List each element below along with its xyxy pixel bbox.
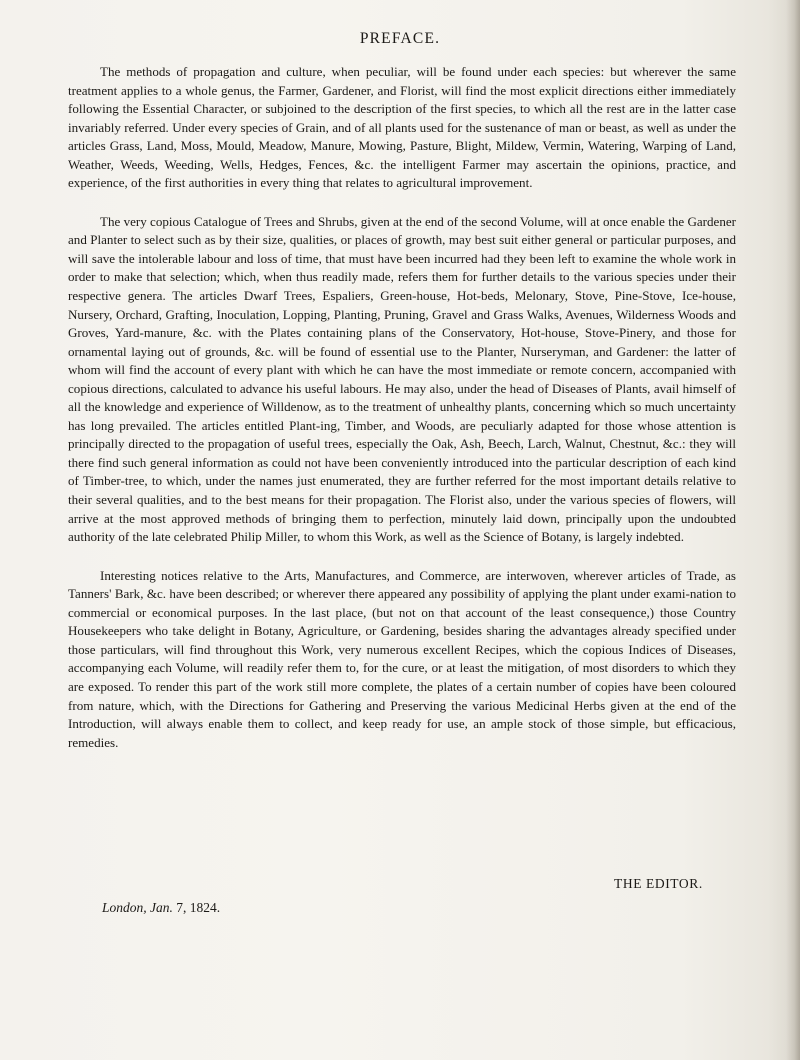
paragraph-propagation-methods: The methods of propagation and culture, when peculiar, will be found under each species: but wherever the same treatment applies to a whole genus, the Farmer, Gardener, and Florist, will find the most explicit directions either immediately following the Essential Character, or subjoined to the description of the first species, to which all the rest are in the latter case invariably referred. Under every species of Grain, and of all plants used for the sustenance of man or beast, as well as under the articles Grass, Land, Moss, Mould, Meadow, Manure, Mowing, Pasture, Blight, Mildew, Vermin, Watering, Warping of Land, Weather, Weeds, Weeding, Wells, Hedges, Fences, &c. the intelligent Farmer may ascertain the opinions, practice, and experience, of the first authorities in every thing that relates to agricultural improvement.: [68, 64, 736, 191]
preface-body: [68, 63, 736, 752]
paragraph-trees-catalogue: The very copious Catalogue of Trees and Shrubs, given at the end of the second Volume, will at once enable the Gardener and Planter to select such as by their size, qualities, or places of growth, may best suit either general or particular purposes, and will save the intolerable labour and loss of time, that must have been incurred had they been left to examine the whole work in order to make that selection; which, when thus readily made, refers them for further details to the various species under their respective genera. The articles Dwarf Trees, Espaliers, Green-house, Hot-beds, Melonary, Stove, Pine-Stove, Ice-house, Nursery, Orchard, Grafting, Inoculation, Lopping, Planting, Pruning, Gravel and Grass Walks, Avenues, Wilderness Woods and Groves, Yard-manure, &c. with the Plates containing plans of the Conservatory, Hot-house, Stove-Pinery, and those for ornamental laying out of grounds, &c. will be found of essential use to the Planter, Nurseryman, and Gardener: the latter of whom will find the account of every plant with which he can have the most immediate or remote concern, accompanied with copious directions, calculated to advance his useful labours. He may also, under the head of Diseases of Plants, avail himself of all the knowledge and experience of Willdenow, as to the treatment of unhealthy plants, concerning which so much uncertainty has long prevailed. The articles entitled Plant-ing, Timber, and Woods, are peculiarly adapted for those whose attention is principally directed to the propagation of useful trees, especially the Oak, Ash, Beech, Larch, Walnut, Chestnut, &c.: they will there find such general information as could not have been conveniently introduced into the particular description of each kind of Timber-tree, to which, under the names just enumerated, they are further referred for the most important details relative to their several qualities, and to the best means for their propagation. The Florist also, under the various species of flowers, will arrive at the most approved methods of bringing them to perfection, minutely laid down, principally upon the undoubted authority of the late celebrated Philip Miller, to whom this Work, as well as the Science of Botany, is largely indebted.: [68, 213, 736, 545]
dateline-date: 7, 1824.: [176, 900, 221, 915]
page-edge-shadow: [786, 0, 800, 1060]
paragraph-arts-commerce: Interesting notices relative to the Arts, Manufactures, and Commerce, are interwoven, wherever articles of Trade, as Tanners' Bark, &c. have been described; or wherever there appeared any possibility of applying the plant under exami-nation to commercial or economical purposes. In the last place, (but not on that account of the least consequence,) those Country Housekeepers who take delight in Botany, Agriculture, or Gardening, besides sharing the advantages already specified under those particulars, will find throughout this Work, very numerous excellent Recipes, which the copious Indices of Diseases, accompanying each Volume, will readily refer them to, for the cure, or at least the mitigation, of most disorders to which they are exposed. To render this part of the work still more complete, the plates of a certain number of copies have been coloured from nature, which, with the Directions for Gathering and Preserving the various Medicinal Herbs given at the end of the Introduction, will always enable them to collect, and keep ready for use, an ample stock of those simple, but efficacious, remedies.: [68, 567, 736, 750]
dateline-place: London,: [102, 900, 147, 915]
page-title: PREFACE.: [359, 30, 441, 47]
dateline-month: Jan.: [150, 900, 173, 915]
dateline: [102, 900, 220, 916]
editor-signature: THE EDITOR.: [614, 876, 703, 891]
